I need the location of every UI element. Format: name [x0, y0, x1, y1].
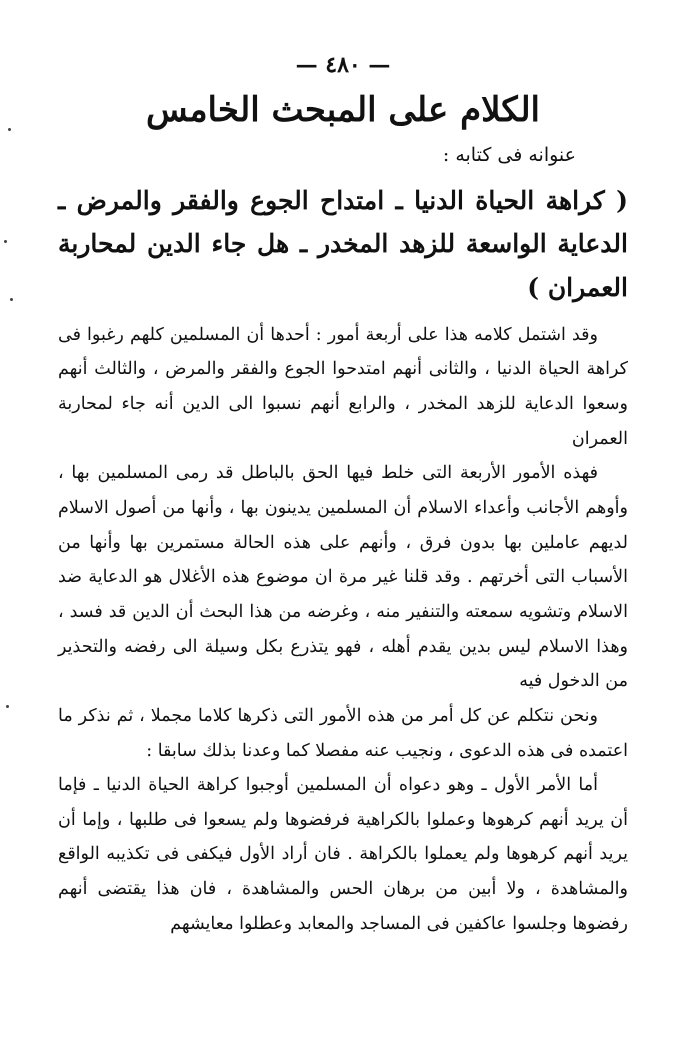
- chapter-title: الكلام على المبحث الخامس: [145, 90, 541, 130]
- paragraph-1: وقد اشتمل كلامه هذا على أربعة أمور : أحدها أن المسلمين كلهم رغبوا فى كراهة الحياة الدنيا ، والثانى أنهم امتدحوا الجوع والفقر والمرض ، والثالث أنهم وسعوا الدعاية للزهد المخدر ، والرابع أنهم نسبوا الى الدين أنه جاء لمحاربة العمران: [58, 324, 628, 449]
- page-number: — ٤٨٠ —: [295, 52, 391, 78]
- scan-speck: [10, 298, 13, 301]
- paragraph-3: ونحن نتكلم عن كل أمر من هذه الأمور التى ذكرها كلاما مجملا ، ثم نذكر ما اعتمده فى هذه الدعوى ، ونجيب عنه مفصلا كما وعدنا بذلك سابقا :: [58, 705, 628, 761]
- section-subtitle: ( كراهة الحياة الدنيا ـ امتداح الجوع والفقر والمرض ـ الدعاية الواسعة للزهد المخدر ـ هل جاء الدين لمحاربة العمران ): [58, 185, 628, 303]
- scan-speck: [8, 128, 11, 131]
- paragraph-4: أما الأمر الأول ـ وهو دعواه أن المسلمين أوجبوا كراهة الحياة الدنيا ـ فإما أن يريد أنهم كرهوها وعملوا بالكراهية فرفضوها ولم يسعوا فى طلبها ، وإما أن يريد أنهم كرهوها ولم يعملوا بالكراهة . فان أراد الأول فيكفى فى تكذيبه الواقع والمشاهدة ، ولا أبين من برهان الحس والمشاهدة ، فان هذا يقتضى أنهم رفضوها وجلسوا عاكفين فى المساجد والمعابد وعطلوا معايشهم: [58, 775, 628, 934]
- subtitle-intro: عنوانه فى كتابه :: [442, 144, 576, 167]
- scan-speck: [6, 705, 9, 708]
- paragraph-2: فهذه الأمور الأربعة التى خلط فيها الحق بالباطل قد رمى المسلمين بها ، وأوهم الأجانب وأعداء الاسلام أن المسلمين يدينون بها ، وأنها من أصول الاسلام لديهم عاملين بها بدون فرق ، وأنهم على هذه الحالة مستمرين بها وأنها من الأسباب التى أخرتهم . وقد قلنا غير مرة ان موضوع هذه الأغلال هو الدعاية ضد الاسلام وتشويه سمعته والتنفير منه ، وغرضه من هذا البحث أن الدين قد فسد ، وهذا الاسلام ليس بدين يقدم أهله ، فهو يتذرع بكل وسيلة الى رفضه والتحذير من الدخول فيه: [58, 463, 628, 692]
- scan-speck: [4, 240, 7, 243]
